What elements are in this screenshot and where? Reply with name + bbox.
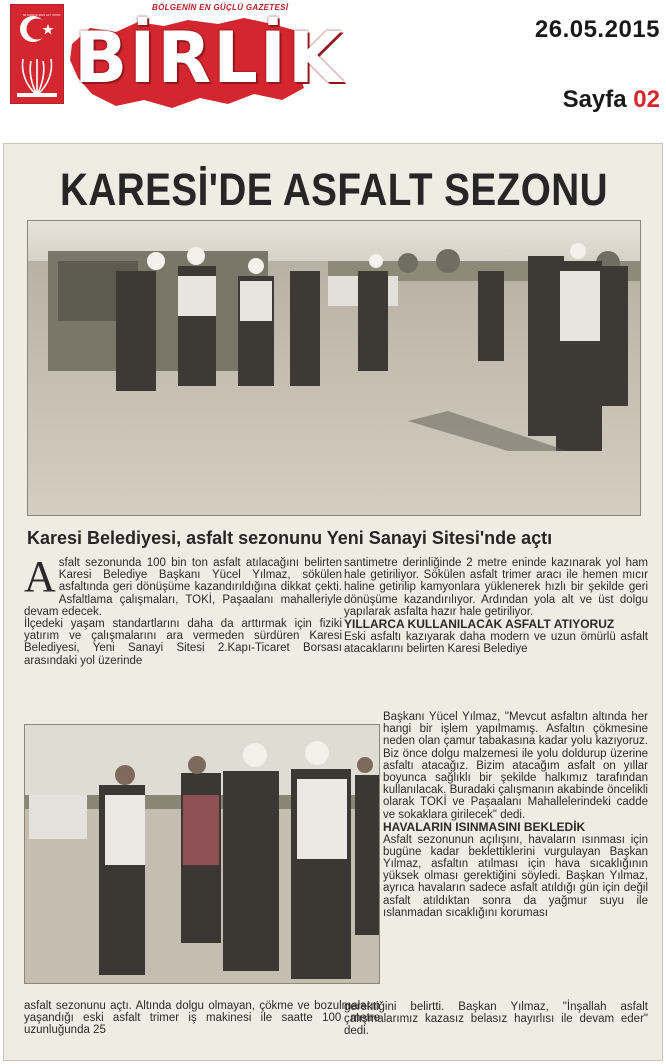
dropcap: A: [24, 552, 56, 601]
logo-fine-print: 50 KURUŞ 2015 ALT YAYIN: [23, 13, 61, 17]
paragraph-2: İlçedeki yaşam standartlarını daha da arttırmak için fiziki yatırım ve çalışmalarını ara vermeden sürdüren Karesi Belediyesi, Yeni Sanayi Sitesi 2.Kapı-Ticaret Borsası arasındaki yol üzerinde: [24, 618, 342, 667]
photo-image: [28, 221, 640, 515]
article-column-1: [24, 552, 342, 667]
paragraph-4a: Eski asfaltı kazıyarak daha modern ve uzun ömürlü asfalt atacaklarını belirten Karesi Belediye: [344, 630, 648, 656]
newspaper-header: [0, 0, 666, 140]
issue-date: 26.05.2015: [534, 16, 660, 43]
section-heading-1: YILLARCA KULLANILACAK ASFALT ATIYORUZ: [344, 617, 615, 632]
subheadline: Karesi Belediyesi, asfalt sezonunu Yeni Sanayi Sitesi'nde açtı: [27, 528, 553, 548]
article-column-2-bottom: [344, 1001, 648, 1038]
page-indicator: [563, 86, 660, 114]
paragraph-5a: Asfalt sezonunun açılışını, havaların ısınması için bugüne kadar beklettiklerini vurgulayan Başkan Yılmaz, asfaltın atılması için hava sıcaklığının yüksek olması gerektiğini söyledi. Başkan Yılmaz, ayrıca havaların sadece asfalt atıldığı gün için değil asfalt atıldıktan sonra da yağmur suyu ile ıslanmadan sıcaklığını koruması: [383, 833, 648, 919]
headline: KARESİ'DE ASFALT SEZONU: [59, 164, 609, 215]
paragraph-3: santimetre derinliğinde 2 metre eninde kazınarak yol ham hale getiriliyor. Sökülen asfalt trimer aracı ile hemen mıcır haline getirilip kamyonlara yüklenerek hızlı bir şekilde geri dönüşüme kazandırılıyor. Ardından yola alt ve üst dolgu yapılarak asfalta hazır hale getiriliyor.: [344, 557, 648, 618]
section-heading-2: HAVALARIN ISINMASINI BEKLEDİK: [383, 819, 586, 834]
photo-officials: [24, 724, 380, 984]
flag-emblem: [10, 4, 64, 104]
crescent-star-icon: [11, 5, 63, 103]
article-column-2-continued: [383, 711, 648, 919]
paragraph-4b: Başkanı Yücel Yılmaz, "Mevcut asfaltın altında her hangi bir işlem yapılmamış. Asfaltın çökmesine neden olan çamur tabakasına kadar yolu kazıyoruz. Biz önce dolgu malzemesi ile yolu doldurup üzerine asfaltı atacağız. Bizim atacağım asfalt on yıllar boyunca sağlıklı bir şekilde halkımız tarafından kullanılacak. Buradaki çalışmanın akabinde öncelikli olarak TOKİ ve Paşaalanı Mahallelerindeki cadde ve sokaklara girilecek" dedi.: [383, 711, 648, 821]
article-column-2: [344, 557, 648, 655]
article-column-1-bottom: [24, 1000, 380, 1037]
paragraph-6: asfalt sezonunu açtı. Altında dolgu olmayan, çökme ve bozulmaların yaşandığı eski asfalt trimer iş makinesi ile saatte 100 metre uzunluğunda 25: [24, 1000, 380, 1037]
paragraph-1: sfalt sezonunda 100 bin ton asfalt atılacağını belirten Karesi Belediye Başkanı Yücel Yılmaz, sökülen asfaltında geri dönüşüme kazandırıldığına dikkat çekti. Asfaltlama çalışmaları, TOKİ, Paşaalanı mahalleriyle devam edecek.: [24, 557, 342, 618]
newspaper-clipping: [3, 143, 663, 1061]
slogan: BÖLGENİN EN GÜÇLÜ GAZETESİ: [152, 3, 289, 12]
photo-construction-site: [27, 220, 641, 516]
logo-wordmark: BİRLİK: [74, 17, 345, 99]
page-number: 02: [633, 86, 660, 113]
photo-image-2: [25, 725, 379, 983]
paragraph-5b: gerektiğini belirtti. Başkan Yılmaz, "İnşallah asfalt çalışmalarımız kazasız belasız hayırlısı ile devam eder" dedi.: [344, 1001, 648, 1038]
page-label: Sayfa: [562, 86, 627, 113]
